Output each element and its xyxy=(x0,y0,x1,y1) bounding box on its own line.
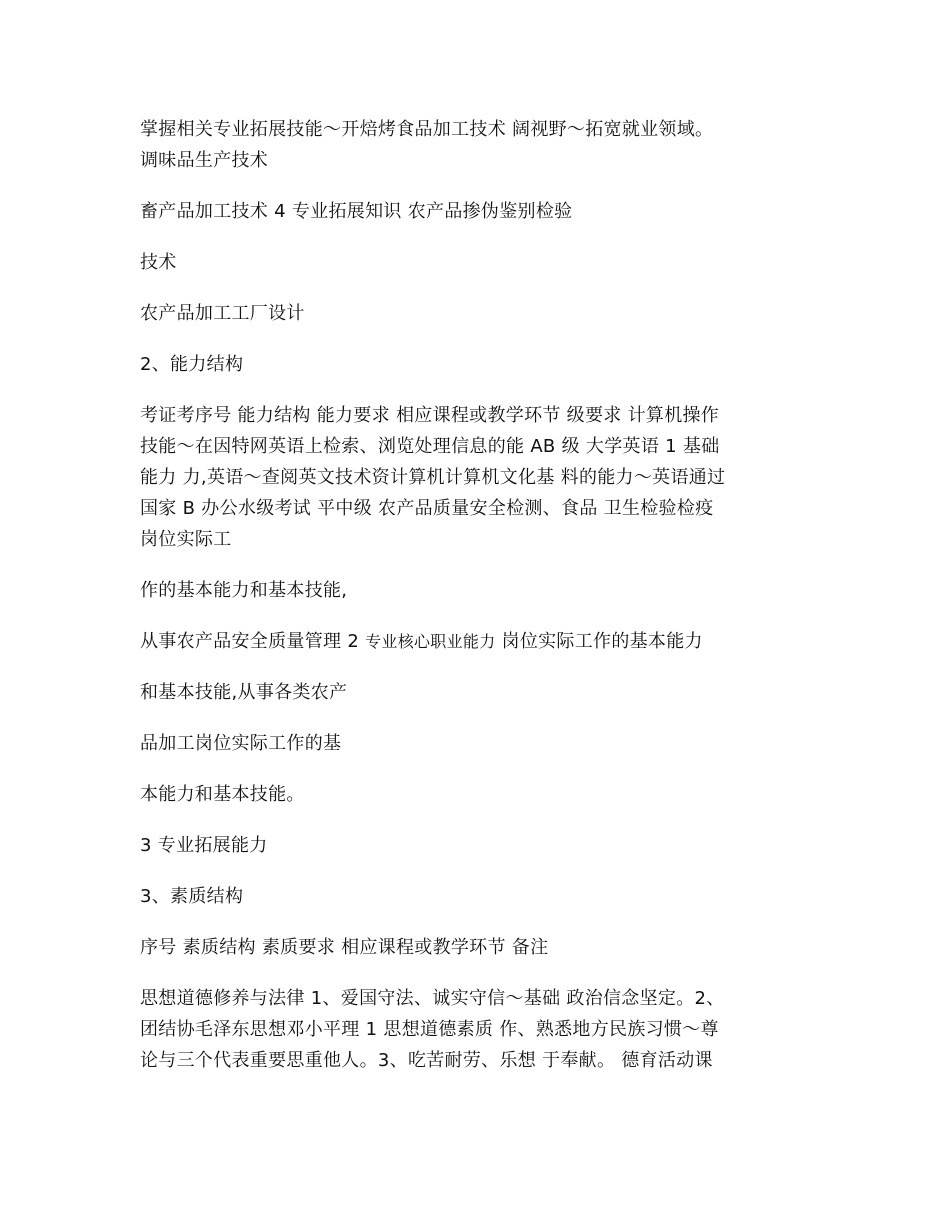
text-line xyxy=(140,626,820,657)
text-line: 技能～在因特网英语上检索、浏览处理信息的能 AB 级 大学英语 1 基础 xyxy=(140,436,720,457)
paragraph-basic-ability-end xyxy=(140,779,820,810)
paragraph-extension-ability xyxy=(140,830,820,861)
text-line: 农产品加工工厂设计 xyxy=(140,303,305,324)
text-line: 作的基本能力和基本技能, xyxy=(140,580,348,601)
text-line: 国家 B 办公水级考试 平中级 农产品质量安全检测、食品 卫生检验检疫 xyxy=(140,498,714,519)
text-line: 岗位实际工 xyxy=(140,529,232,550)
paragraph-factory-design xyxy=(140,298,820,329)
paragraph-skills-extension xyxy=(140,114,820,176)
text-segment: 从事农产品安全质量管理 2 xyxy=(140,631,366,652)
text-segment-small: 专业核心职业能力 xyxy=(365,632,496,651)
paragraph-ability-table xyxy=(140,400,820,555)
text-line: 3 专业拓展能力 xyxy=(140,835,268,856)
section-heading-quality-structure xyxy=(140,881,820,912)
text-line: 调味品生产技术 xyxy=(140,150,269,171)
paragraph-quality-table xyxy=(140,983,820,1076)
section-heading-ability-structure xyxy=(140,349,820,380)
paragraph-technology xyxy=(140,247,820,278)
text-line: 品加工岗位实际工作的基 xyxy=(140,733,342,754)
text-line: 考证考序号 能力结构 能力要求 相应课程或教学环节 级要求 计算机操作 xyxy=(140,405,720,426)
paragraph-processing-post xyxy=(140,728,820,759)
text-segment: 岗位实际工作的基本能力 xyxy=(495,631,703,652)
text-line: 序号 素质结构 素质要求 相应课程或教学环节 备注 xyxy=(140,937,549,958)
paragraph-quality-table-header xyxy=(140,932,820,963)
paragraph-livestock-processing xyxy=(140,196,820,227)
heading-text: 3、素质结构 xyxy=(140,886,244,907)
text-line: 和基本技能,从事各类农产 xyxy=(140,682,348,703)
text-line: 技术 xyxy=(140,252,177,273)
text-line: 论与三个代表重要思重他人。3、吃苦耐劳、乐想 于奉献。 德育活动课 xyxy=(140,1050,713,1071)
paragraph-core-ability xyxy=(140,626,820,657)
text-line: 团结协毛泽东思想邓小平理 1 思想道德素质 作、熟悉地方民族习惯～尊 xyxy=(140,1019,719,1040)
text-line: 本能力和基本技能。 xyxy=(140,784,305,805)
heading-text: 2、能力结构 xyxy=(140,354,244,375)
text-line: 畜产品加工技术 4 专业拓展知识 农产品掺伪鉴别检验 xyxy=(140,201,573,222)
text-line: 掌握相关专业拓展技能～开焙烤食品加工技术 阔视野～拓宽就业领域。 xyxy=(140,119,714,140)
paragraph-basic-skills xyxy=(140,677,820,708)
paragraph-basic-ability xyxy=(140,575,820,606)
text-line: 思想道德修养与法律 1、爱国守法、诚实守信～基础 政治信念坚定。2、 xyxy=(140,988,725,1009)
text-line: 能力 力,英语～查阅英文技术资计算机计算机文化基 料的能力～英语通过 xyxy=(140,467,726,488)
document-page xyxy=(140,114,820,1096)
